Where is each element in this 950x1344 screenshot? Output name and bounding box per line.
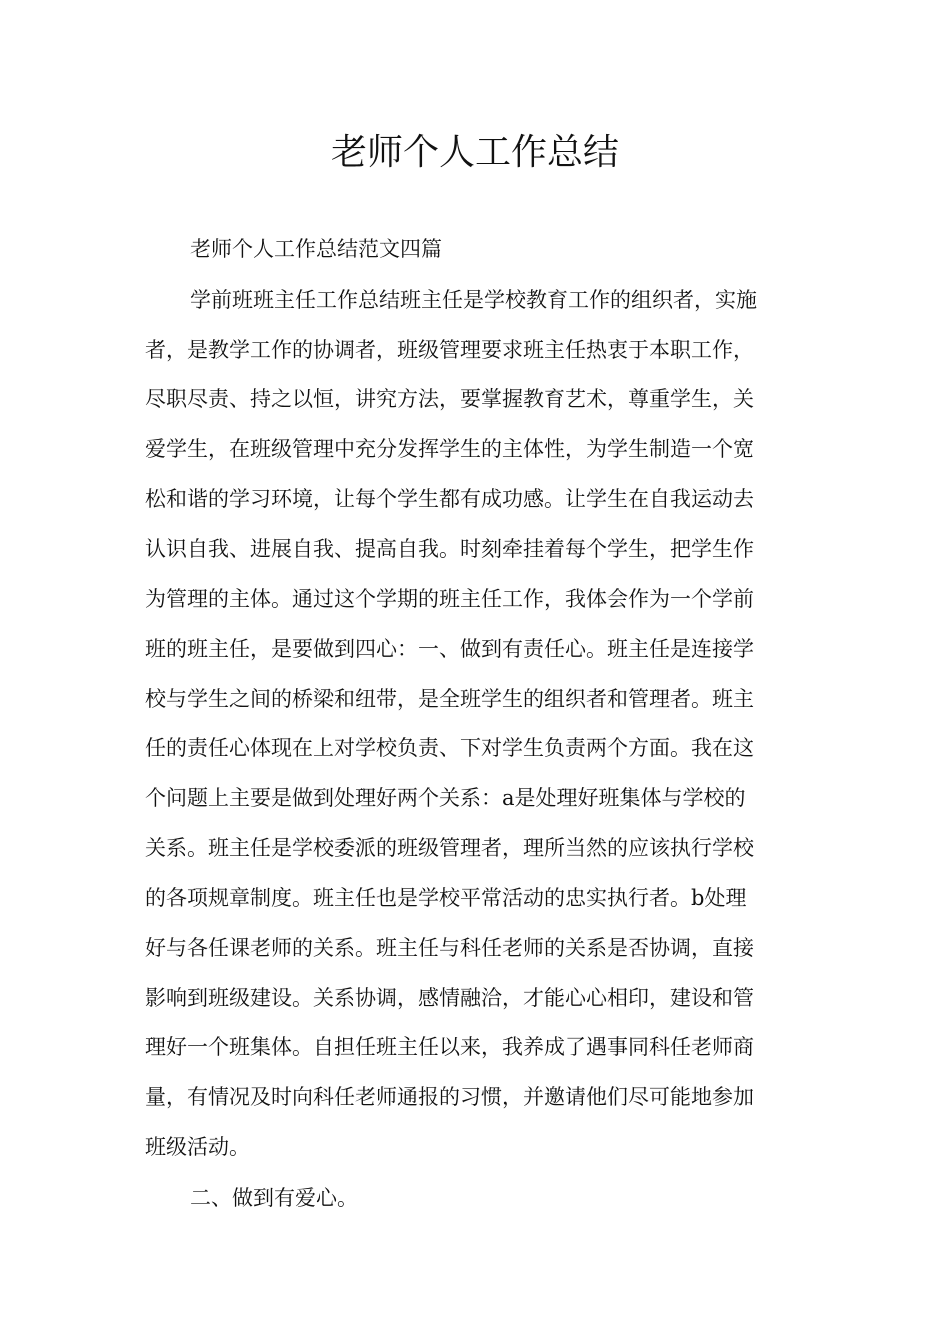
paragraph-line: 班级活动。 [145, 1135, 250, 1159]
paragraph-line: 爱学生，在班级管理中充分发挥学生的主体性，为学生制造一个宽 [145, 437, 754, 461]
paragraph-line: 为管理的主体。通过这个学期的班主任工作，我体会作为一个学前 [145, 587, 754, 611]
paragraph-line: 松和谐的学习环境，让每个学生都有成功感。让学生在自我运动去 [145, 487, 754, 511]
paragraph-line: 好与各任课老师的关系。班主任与科任老师的关系是否协调，直接 [145, 936, 754, 960]
paragraph-line: 班的班主任，是要做到四心：一、做到有责任心。班主任是连接学 [145, 637, 754, 661]
paragraph-line: 校与学生之间的桥梁和纽带，是全班学生的组织者和管理者。班主 [145, 687, 754, 711]
paragraph-line: 关系。班主任是学校委派的班级管理者，理所当然的应该执行学校 [145, 836, 754, 860]
paragraph-line: 尽职尽责、持之以恒，讲究方法，要掌握教育艺术，尊重学生，关 [145, 387, 754, 411]
paragraph-line: 认识自我、进展自我、提高自我。时刻牵挂着每个学生，把学生作 [145, 537, 754, 561]
paragraph-line: 任的责任心体现在上对学校负责、下对学生负责两个方面。我在这 [145, 736, 754, 760]
paragraph-line: 的各项规章制度。班主任也是学校平常活动的忠实执行者。b处理 [145, 886, 747, 910]
paragraph-line: 学前班班主任工作总结班主任是学校教育工作的组织者，实施 [190, 288, 757, 312]
paragraph-line: 理好一个班集体。自担任班主任以来，我养成了遇事同科任老师商 [145, 1035, 754, 1059]
section-heading: 二、做到有爱心。 [190, 1186, 358, 1210]
paragraph-line: 个问题上主要是做到处理好两个关系：a是处理好班集体与学校的 [145, 786, 746, 810]
paragraph-line: 影响到班级建设。关系协调，感情融洽，才能心心相印，建设和管 [145, 986, 754, 1010]
paragraph-line: 量，有情况及时向科任老师通报的习惯，并邀请他们尽可能地参加 [145, 1085, 754, 1109]
document-title: 老师个人工作总结 [330, 132, 619, 173]
document-subtitle: 老师个人工作总结范文四篇 [190, 237, 442, 261]
paragraph-line: 者，是教学工作的协调者，班级管理要求班主任热衷于本职工作， [145, 338, 754, 362]
